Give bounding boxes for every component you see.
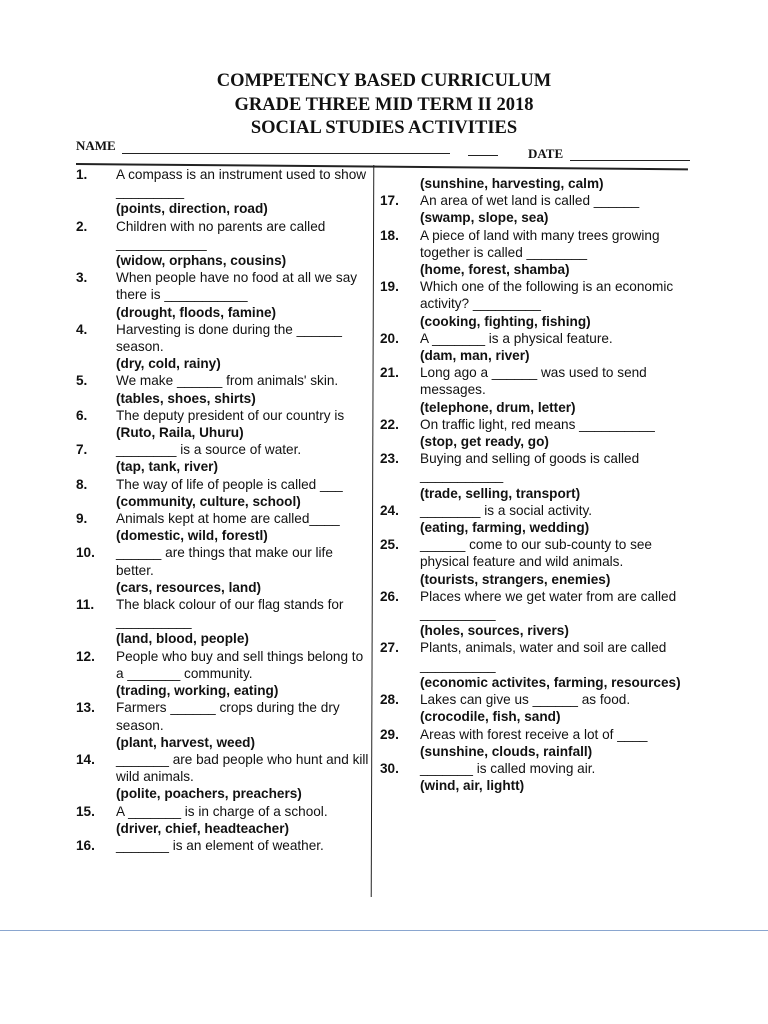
question-item bbox=[76, 544, 372, 596]
question-number: 14. bbox=[76, 751, 95, 767]
question-item bbox=[76, 218, 372, 270]
title-line-3: SOCIAL STUDIES ACTIVITIES bbox=[250, 118, 518, 138]
answer-options: (tables, shoes, shirts) bbox=[116, 390, 256, 406]
question-number: 28. bbox=[380, 692, 399, 708]
question-number: 10. bbox=[76, 545, 95, 561]
answer-options: (eating, farming, wedding) bbox=[420, 520, 590, 536]
question-number: 13. bbox=[76, 700, 95, 716]
question-number: 5. bbox=[76, 373, 88, 389]
answer-options: (plant, harvest, weed) bbox=[116, 734, 255, 750]
question-text: Places where we get water from are called __________ bbox=[420, 588, 677, 622]
question-number: 29. bbox=[380, 726, 399, 742]
question-text: People who buy and sell things belong to a _______ community. bbox=[116, 648, 364, 681]
answer-options: (community, culture, school) bbox=[116, 493, 301, 509]
answer-options: (trade, selling, transport) bbox=[420, 485, 581, 501]
question-number: 7. bbox=[76, 442, 88, 458]
question-text: A piece of land with many trees growing together is called ________ bbox=[420, 227, 660, 260]
answer-options: (driver, chief, headteacher) bbox=[116, 820, 290, 836]
question-text: On traffic light, red means __________ bbox=[420, 416, 655, 432]
question-text: Farmers ______ crops during the dry season. bbox=[116, 700, 340, 733]
question-number: 19. bbox=[380, 279, 399, 295]
question-text: Lakes can give us ______ as food. bbox=[420, 692, 631, 708]
short-field-line[interactable] bbox=[468, 155, 498, 156]
question-item bbox=[76, 269, 372, 321]
question-item bbox=[76, 476, 372, 510]
question-number: 3. bbox=[76, 270, 88, 286]
question-text: Animals kept at home are called____ bbox=[116, 511, 340, 527]
question-text: We make ______ from animals' skin. bbox=[116, 373, 339, 389]
question-number: 4. bbox=[76, 321, 88, 337]
answer-options: (economic activites, farming, resources) bbox=[420, 674, 681, 690]
date-field-line[interactable] bbox=[570, 160, 690, 161]
question-number: 1. bbox=[76, 167, 88, 182]
title-line-1: COMPETENCY BASED CURRICULUM bbox=[216, 71, 552, 91]
answer-options: (telephone, drum, letter) bbox=[420, 399, 576, 415]
question-item bbox=[76, 837, 372, 854]
question-text: _______ is an element of weather. bbox=[116, 837, 324, 853]
question-text: ________ is a source of water. bbox=[116, 442, 302, 458]
question-item bbox=[76, 166, 372, 218]
question-number: 9. bbox=[76, 511, 88, 527]
question-number: 18. bbox=[380, 227, 399, 243]
question-number: 27. bbox=[380, 640, 399, 656]
answer-options: (stop, get ready, go) bbox=[420, 434, 549, 450]
question-text: _______ are bad people who hunt and kill wild animals. bbox=[116, 751, 369, 785]
question-item bbox=[380, 502, 690, 536]
question-text: When people have no food at all we say there is ___________ bbox=[116, 270, 358, 303]
question-number: 22. bbox=[380, 416, 399, 432]
answer-options: (dry, cold, rainy) bbox=[116, 356, 221, 372]
question-item bbox=[380, 760, 690, 794]
question-text: Children with no parents are called ____________ bbox=[116, 218, 326, 251]
question-text: An area of wet land is called ______ bbox=[420, 193, 640, 209]
left-question-column bbox=[76, 166, 372, 854]
question-text: The deputy president of our country is bbox=[116, 407, 345, 423]
question-item bbox=[76, 321, 372, 373]
question-item bbox=[380, 588, 690, 640]
question-item bbox=[380, 726, 690, 760]
answer-options: (dam, man, river) bbox=[420, 348, 530, 364]
question-text: ______ are things that make our life better. bbox=[116, 545, 333, 578]
question-item bbox=[380, 330, 690, 364]
answer-options: (points, direction, road) bbox=[116, 201, 268, 217]
question-number: 6. bbox=[76, 407, 88, 423]
answer-options: (drought, floods, famine) bbox=[116, 304, 277, 320]
question-item bbox=[380, 691, 690, 725]
question-number: 15. bbox=[76, 803, 95, 819]
question-item bbox=[380, 364, 690, 416]
answer-options: (cars, resources, land) bbox=[116, 579, 262, 595]
question-text: The way of life of people is called ___ bbox=[116, 476, 343, 492]
answer-options: (swamp, slope, sea) bbox=[420, 210, 549, 226]
question-text: A compass is an instrument used to show _________ bbox=[116, 167, 367, 200]
answer-options: (trading, working, eating) bbox=[116, 683, 279, 699]
answer-options: (holes, sources, rivers) bbox=[420, 623, 569, 639]
answer-options: (tourists, strangers, enemies) bbox=[420, 571, 611, 587]
question-item bbox=[76, 596, 372, 648]
question-text: _______ is called moving air. bbox=[420, 760, 596, 776]
carried-over-options: (sunshine, harvesting, calm) bbox=[420, 176, 604, 191]
question-text: ________ is a social activity. bbox=[420, 502, 593, 518]
question-text: A _______ is in charge of a school. bbox=[116, 803, 328, 819]
answer-options: (Ruto, Raila, Uhuru) bbox=[116, 425, 244, 441]
question-item bbox=[380, 450, 690, 502]
question-number: 20. bbox=[380, 330, 399, 346]
date-label: DATE bbox=[528, 146, 564, 161]
name-date-row bbox=[76, 136, 696, 162]
question-item bbox=[76, 699, 372, 751]
question-number: 30. bbox=[380, 760, 399, 776]
footer-divider bbox=[0, 930, 768, 931]
question-number: 26. bbox=[380, 588, 399, 604]
answer-options: (wind, air, lightt) bbox=[420, 778, 525, 794]
question-text: Long ago a ______ was used to send messages. bbox=[420, 365, 647, 398]
question-item bbox=[380, 416, 690, 450]
answer-options: (land, blood, people) bbox=[116, 631, 249, 647]
answer-options: (crocodile, fish, sand) bbox=[420, 709, 561, 725]
answer-options: (widow, orphans, cousins) bbox=[116, 253, 287, 269]
question-text: Areas with forest receive a lot of ____ bbox=[420, 726, 648, 742]
question-text: The black colour of our flag stands for __________ bbox=[116, 597, 344, 630]
question-number: 25. bbox=[380, 537, 399, 553]
question-item bbox=[380, 536, 690, 588]
question-text: A _______ is a physical feature. bbox=[420, 330, 613, 346]
question-item bbox=[380, 639, 690, 691]
question-number: 21. bbox=[380, 365, 399, 381]
question-number: 12. bbox=[76, 648, 95, 664]
question-item bbox=[76, 803, 372, 837]
question-item bbox=[76, 441, 372, 475]
question-item bbox=[76, 648, 372, 700]
question-number: 23. bbox=[380, 451, 399, 467]
question-text: Buying and selling of goods is called ___________ bbox=[420, 451, 640, 484]
name-label: NAME bbox=[76, 138, 116, 153]
question-item bbox=[380, 278, 690, 330]
question-number: 2. bbox=[76, 218, 88, 234]
name-field-line[interactable] bbox=[122, 153, 450, 154]
question-number: 24. bbox=[380, 502, 399, 518]
question-item bbox=[380, 227, 690, 279]
question-item bbox=[76, 510, 372, 544]
answer-options: (polite, poachers, preachers) bbox=[116, 786, 302, 802]
question-number: 11. bbox=[76, 597, 95, 613]
question-text: Harvesting is done during the ______ season. bbox=[116, 321, 342, 355]
question-item bbox=[380, 192, 690, 226]
question-item bbox=[76, 372, 372, 406]
question-item bbox=[76, 751, 372, 803]
answer-options: (tap, tank, river) bbox=[116, 459, 218, 475]
question-item bbox=[76, 407, 372, 441]
answer-options: (cooking, fighting, fishing) bbox=[420, 313, 591, 329]
answer-options: (sunshine, clouds, rainfall) bbox=[420, 743, 593, 759]
answer-options: (home, forest, shamba) bbox=[420, 262, 570, 278]
question-text: Plants, animals, water and soil are called __________ bbox=[420, 640, 667, 673]
title-line-2: GRADE THREE MID TERM II 2018 bbox=[234, 94, 534, 115]
question-number: 8. bbox=[76, 476, 88, 492]
question-text: Which one of the following is an economic activity? _________ bbox=[420, 279, 674, 312]
answer-options: (domestic, wild, forestl) bbox=[116, 528, 268, 544]
document-title bbox=[0, 70, 768, 141]
question-text: ______ come to our sub-county to see physical feature and wild animals. bbox=[420, 537, 652, 570]
question-number: 16. bbox=[76, 837, 95, 853]
question-number: 17. bbox=[380, 193, 399, 209]
right-question-column bbox=[380, 175, 690, 794]
